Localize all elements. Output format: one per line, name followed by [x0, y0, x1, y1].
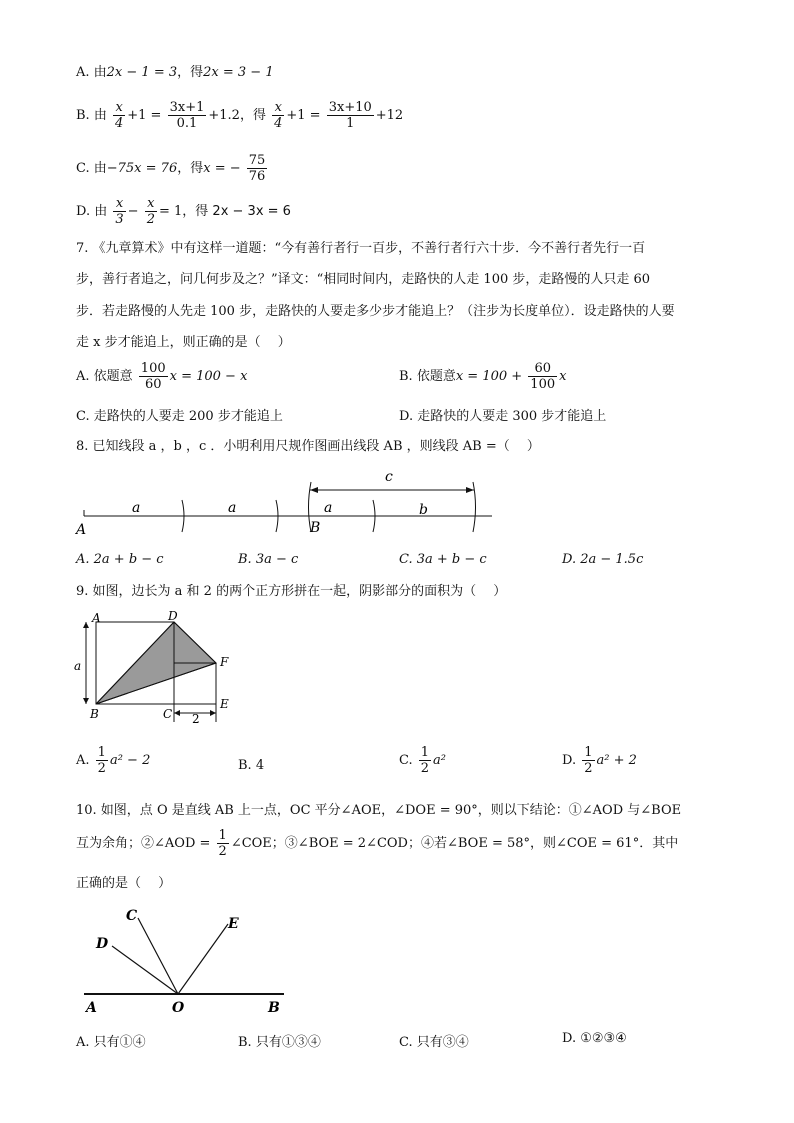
- label-a2: a: [228, 500, 237, 516]
- arrow-down-icon: [83, 698, 89, 704]
- q9-option-c: C. $\frac{1}{2}$ a²: [399, 745, 447, 776]
- fraction: $\frac{75}{76}$: [248, 153, 266, 184]
- q10-stem-line-3: 正确的是（ ）: [76, 876, 172, 891]
- label-point-d: D: [96, 936, 109, 952]
- label-c-vertex: C: [163, 707, 173, 721]
- q7-option-a: A. 依题意 $\frac{100}{60}$ x = 100 − x: [76, 361, 248, 392]
- label-a3: a: [324, 500, 333, 516]
- q9-option-d: D. $\frac{1}{2}$ a² + 2: [562, 745, 637, 776]
- q7-stem-line-3: 步．若走路慢的人先走 100 步，走路快的人要走多少步才能追上？（注步为长度单位）．设走路快的人要: [76, 304, 675, 319]
- q7-stem-line-4: 走 x 步才能追上，则正确的是（ ）: [76, 335, 291, 350]
- label-point-e: E: [228, 916, 239, 932]
- q6-option-b: B. 由 $\frac{x}{4}$ +1 = $\frac{3x+1}{0.1}$ +1.2，得 $\frac{x}{4}$ +1 = $\frac{3x+10}{1}$ +12: [76, 100, 404, 131]
- q7-option-c: C. 走路快的人要走 200 步才能追上: [76, 409, 283, 424]
- q10-stem-line-2: 互为余角；②∠AOD = $\frac{1}{2}$ ∠COE；③∠BOE = 2∠COD；④若∠BOE = 58°，则∠COE = 61°．其中: [76, 828, 679, 859]
- q8-segment-figure: [70, 462, 500, 542]
- label-a1: a: [132, 500, 141, 516]
- q8-option-b: B. 3a − c: [238, 552, 299, 567]
- fraction: $\frac{1}{2}$: [584, 745, 593, 776]
- q9-squares-figure: [70, 610, 250, 730]
- label-side-2: 2: [192, 712, 200, 726]
- q7-stem-line-1: 7. 《九章算术》中有这样一道题：“今有善行者行一百步，不善行者行六十步．今不善行者先行一百: [76, 241, 646, 256]
- q8-stem: 8. 已知线段 a ，b ，c ．小明利用尺规作图画出线段 AB ，则线段 AB =（ ）: [76, 439, 540, 454]
- q10-option-a: A. 只有①④: [76, 1035, 146, 1050]
- q10-angle-figure: [80, 898, 300, 1018]
- label-a-vertex: A: [92, 611, 101, 625]
- fraction: $\frac{100}{60}$: [140, 361, 166, 392]
- q7-stem-line-2: 步，善行者追之，问几何步及之？”译文：“相同时间内，走路快的人走 100 步，走路慢的人只走 60: [76, 272, 651, 287]
- label-point-a: A: [86, 1000, 97, 1016]
- label-d-vertex: D: [168, 610, 178, 623]
- q10-option-c: C. 只有③④: [399, 1035, 469, 1050]
- fraction: $\frac{3x+1}{0.1}$: [169, 100, 205, 131]
- ray-oc: [138, 918, 178, 994]
- label-point-b: B: [310, 520, 321, 536]
- fraction: $\frac{x}{4}$: [114, 100, 124, 131]
- label-point-o: O: [172, 1000, 185, 1016]
- q10-stem-line-1: 10. 如图，点 O 是直线 AB 上一点，OC 平分∠AOE，∠DOE = 90°，则以下结论：①∠AOD 与∠BOE: [76, 803, 682, 818]
- fraction: $\frac{1}{2}$: [218, 828, 227, 859]
- q10-option-d: D. ①②③④: [562, 1031, 627, 1046]
- label-point-a: A: [76, 522, 87, 538]
- fraction: $\frac{1}{2}$: [420, 745, 430, 776]
- q7-option-d: D. 走路快的人要走 300 步才能追上: [399, 409, 607, 424]
- fraction: $\frac{x}{4}$: [274, 100, 283, 131]
- fraction: $\frac{x}{2}$: [146, 196, 155, 227]
- q8-option-c: C. 3a + b − c: [399, 552, 487, 567]
- arrow-left-icon: [174, 710, 180, 716]
- arrow-left-icon: [310, 487, 318, 493]
- ray-oe: [178, 924, 228, 994]
- q10-option-b: B. 只有①③④: [238, 1035, 321, 1050]
- q6-option-a: A. 由2x − 1 = 3，得2x = 3 − 1: [76, 65, 274, 80]
- fraction: $\frac{3x+10}{1}$: [328, 100, 372, 131]
- label-f-vertex: F: [220, 655, 229, 669]
- label-side-a: a: [74, 659, 82, 673]
- fraction: $\frac{1}{2}$: [97, 745, 106, 776]
- q6-option-c: C. 由−75x = 76，得x = − $\frac{75}{76}$: [76, 153, 266, 184]
- label-point-b: B: [268, 1000, 280, 1016]
- ray-od: [112, 946, 178, 994]
- label-b: b: [419, 502, 428, 518]
- q9-stem: 9. 如图，边长为 a 和 2 的两个正方形拼在一起，阴影部分的面积为（ ）: [76, 584, 507, 599]
- q9-option-a: A. $\frac{1}{2}$ a² − 2: [76, 745, 151, 776]
- arrow-right-icon: [210, 710, 216, 716]
- q8-option-d: D. 2a − 1.5c: [562, 552, 644, 567]
- arrow-right-icon: [466, 487, 474, 493]
- q6-option-d: D. 由 $\frac{x}{3}$ − $\frac{x}{2}$ = 1，得 2x − 3x = 6: [76, 196, 291, 227]
- label-c: c: [385, 469, 393, 485]
- label-b-vertex: B: [90, 707, 99, 721]
- label-e-vertex: E: [220, 697, 229, 711]
- q7-option-b: B. 依题意x = 100 + $\frac{60}{100}$ x: [399, 361, 567, 392]
- arrow-up-icon: [83, 622, 89, 628]
- q9-option-b: B. 4: [238, 758, 265, 773]
- fraction: $\frac{x}{3}$: [115, 196, 124, 227]
- q8-option-a: A. 2a + b − c: [76, 552, 164, 567]
- fraction: $\frac{60}{100}$: [530, 361, 556, 392]
- label-point-c: C: [126, 908, 138, 924]
